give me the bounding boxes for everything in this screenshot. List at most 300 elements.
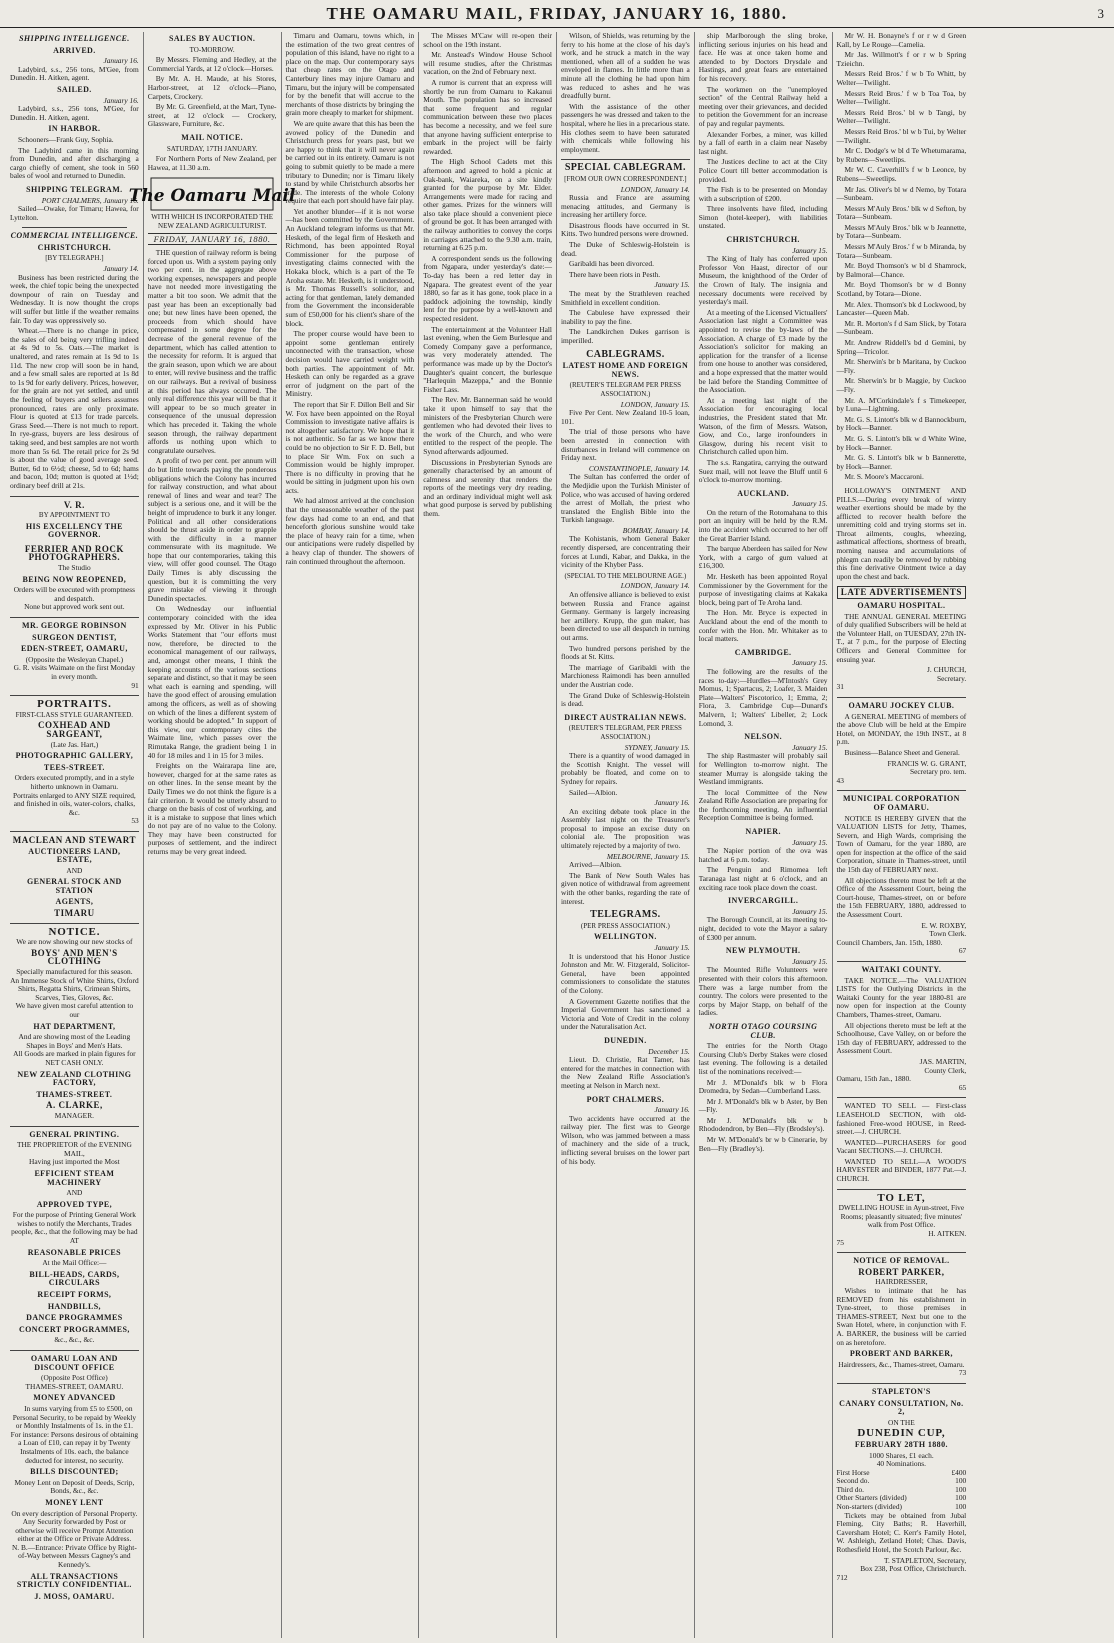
ad-line: ALL TRANSACTIONS STRICTLY CONFIDENTIAL.: [16, 1571, 132, 1590]
ad-line: Any Security forwarded by Post or otherwise will receive Prompt Attention either at the Office or Private Address.: [15, 1517, 134, 1544]
news-item: The local Committee of the New Zealand Rifle Association are preparing for the forthcoming meeting. An influential Reception Committee is being formed.: [698, 787, 828, 823]
ad-number: 31: [836, 682, 844, 692]
divider: [10, 617, 139, 618]
news-item: Two accidents have occurred at the railway pier. The first was to George Wilson, who was jammed between a mass of machinery and the side of a truck, inflicting several bruises on the lower part of his body.: [561, 1113, 690, 1166]
ad-text: TAKE NOTICE.—The VALUATION LISTS for the Outlying Districts in the Waitaki County for the year 1880-81 are now open for inspection at the County Chambers, Thames-street, Oamaru.: [836, 975, 967, 1019]
sailed-heading: SAILED.: [57, 84, 92, 94]
news-paragraph: The Rev. Mr. Bannerman said he would take it upon himself to say that the ministers of the Presbyterian Church were gentlemen who had devoted their lives to the work of the Church, and who were entitled to the respect of the people. The Synod afterwards adjourned.: [423, 395, 552, 456]
divider: [22, 227, 127, 228]
editorial: [148, 249, 277, 857]
ad-line: FIRST-CLASS STYLE GUARANTEED.: [15, 710, 134, 719]
column-6: [695, 32, 833, 1638]
masthead-title: THE OAMARU MAIL, FRIDAY, JANUARY 16, 1880.: [326, 4, 788, 23]
ad-number: 75: [836, 1237, 844, 1247]
editorial-paragraph: Timaru and Oamaru, towns which, in the estimation of the two great centres of population of this island, have no right to a place on the map. Our contemporary says that cheap rates on the Otago and Canterbury lines may injure Oamaru and Timaru, but the injury will be compensated for by the benefit that will accrue to the merchants of those districts by bringing the grain more cheaply to market for shipment.: [285, 31, 415, 118]
ad-line: AND: [66, 1188, 83, 1198]
hospital-ad: [837, 602, 967, 692]
cable-item: The trial of those persons who have been arrested in connection with disturbances in Ireland will commence on Friday next.: [561, 427, 690, 463]
ad-line: MONEY ADVANCED: [33, 1393, 116, 1403]
place-heading: NAPIER.: [745, 827, 781, 837]
ad-signature: JAS. MARTIN,: [919, 1056, 967, 1066]
cable-item: The Duke of Schleswig-Holstein is dead.: [561, 240, 690, 258]
ad-date: Oamaru, 15th Jan., 1880.: [836, 1074, 912, 1084]
place-heading: NEW PLYMOUTH.: [725, 946, 801, 956]
news-item: It is understood that his Honor Justice Johnston and Mr. W. Fitzgerald, Solicitor-General, have been appointed commissioners to consolidate the statutes of the Colony.: [561, 951, 690, 995]
prize-value: 100: [955, 1484, 967, 1494]
ad-name: OAMARU LOAN AND DISCOUNT OFFICE: [30, 1354, 118, 1372]
waitaki-ad: [837, 966, 967, 1092]
cable-heading: SPECIAL CABLEGRAM.: [564, 162, 686, 174]
ad-signature: Secretary pro. tem.: [910, 767, 967, 777]
ad-line: We have given most careful attention to our: [15, 1001, 134, 1019]
editorial-paragraph: A profit of two per cent. per annum will do but little towards paying the ponderous obligations which the Colony has incurred for railway construction, and what about renewal of lines and wear and tear? The subject is a serious one, and it will be the height of imprudence to burk it any longer. Political and all other considerations should be thrust aside in order to grapple with the difficulty in a manner commensurate with its magnitude. We hope that our contemporaries, taking this view, will offer good counsel. The Otago Daily Times is ably discussing the question, but it is committing the very grave mistake of viewing it through Dunedin spectacles.: [147, 456, 277, 603]
telegram-heading: SHIPPING TELEGRAM.: [26, 184, 123, 194]
date-line: MELBOURNE, January 15.: [606, 851, 690, 861]
news-paragraph: A correspondent sends us the following from Ngapara, under yesterday's date:—To-day has been a red letter day in Ngapara. The greatest event of the year 1880, so far as it has gone, took place in a paddock adjoining the township, kindly lent for the purpose by a well-known and respected resident.: [423, 253, 552, 323]
ad-signature: H. AITKEN.: [928, 1229, 967, 1239]
ad-line: BILL-HEADS, CARDS, CIRCULARS: [29, 1269, 120, 1288]
nomination-entry: Mr Jas. Willmott's f or r w b Spring Tzieichn.: [836, 50, 967, 68]
mail-notice: [148, 134, 277, 172]
paper-title: The Oamaru Mail: [128, 186, 296, 207]
local-news-continued: [561, 32, 690, 154]
column-3: [282, 32, 420, 1638]
date-line: January 16.: [654, 1105, 690, 1115]
nomination-entry: Messrs M'Auly Bros.' f w b Miranda, by Totara—Sunbeam.: [836, 242, 967, 260]
ad-line: At the Mail Office:—: [42, 1258, 107, 1268]
auction-entry: By Mr. A. H. Maude, at his Stores, Harbor-street, at 12 o'clock—Piano, Carpets, Crockery.: [147, 74, 277, 101]
nomination-entry: Mr. Alex. Thomson's bk d Lockwood, by Lancaster—Queen Mab.: [836, 299, 967, 318]
news-item: The s.s. Rangatira, carrying the outward Suez mail, will not leave the Bluff until 6 o'clock to-morrow morning.: [698, 457, 828, 485]
ad-line: CONCERT PROGRAMMES,: [19, 1324, 130, 1334]
ad-line: STAPLETON'S: [871, 1386, 931, 1396]
news-item: The Justices decline to act at the City Police Court till better accommodation is provided.: [698, 157, 828, 184]
news-item: Mr. Hesketh has been appointed Royal Commissioner by the Government for the purpose of investigating claims at Kakaka block, being part of Te Aroha land.: [698, 572, 828, 607]
ad-number: 91: [131, 680, 139, 690]
ad-line: EDEN-STREET, OAMARU,: [21, 644, 128, 654]
date-line: December 15.: [648, 1046, 690, 1056]
place-heading: CHRISTCHURCH.: [726, 235, 800, 245]
cable-item: Garibaldi has been divorced.: [569, 259, 654, 269]
telegram-text: Sailed—Owake, for Timaru; Hawea, for Lyttelton.: [10, 204, 139, 222]
prize-label: First Horse: [836, 1467, 870, 1477]
divider: [10, 1350, 139, 1351]
ad-text: NOTICE IS HEREBY GIVEN that the VALUATION LISTS for Jetty, Thames, Severn, and High Wards, comprising the Town of Oamaru, for the year 1880, are open for inspection at the office of the said Corporation, situate in Thames-street, until the 15th day of FEBRUARY next.: [836, 813, 967, 875]
auckland-news: [699, 490, 828, 644]
ad-signature: Secretary.: [936, 673, 967, 683]
nomination-entry: Mr J. M'Donald's blk w b Flora Dromedra, by Sedan—Cumberland Lass.: [698, 1077, 828, 1096]
port-chalmers-continued: [699, 32, 828, 231]
divider: [837, 697, 967, 698]
date-line: LONDON, January 14.: [620, 184, 690, 194]
byline: [FROM OUR OWN CORRESPONDENT.]: [564, 174, 687, 183]
shipping-entry: Schooners—Frank Guy, Sophia.: [18, 134, 114, 144]
place-heading: WELLINGTON.: [594, 932, 657, 942]
ad-line: In sums varying from £5 to £500, on Personal Security, to be repaid by Weekly or Monthly Instalments of 1s. in the £1. For instance: Persons desirous of obtaining a Loan of £10, can repay it by Twenty Instalments of 10s. each, the balance deducted for interest, no security.: [10, 1403, 139, 1465]
date-line: January 16.: [103, 95, 139, 105]
ad-line: AND: [66, 865, 83, 875]
nomination-entry: Mr Jas. Oliver's bl w d Nemo, by Totara—Sunbeam.: [836, 184, 967, 203]
ad-line: RECEIPT FORMS,: [37, 1290, 112, 1300]
prize-value: 100: [955, 1493, 967, 1503]
date-line: January 16.: [103, 56, 139, 66]
ad-line: PROBERT AND BARKER,: [849, 1349, 953, 1359]
place-heading: CAMBRIDGE.: [734, 647, 792, 657]
auction-entry: By Mr. G. Greenfield, at the Mart, Tyne-street, at 12 o'clock — Crockery, Glassware, Furniture, &c.: [147, 102, 277, 129]
invercargill-news: [699, 897, 828, 942]
shipping-intelligence: [10, 35, 139, 181]
ad-text: Wishes to intimate that he has REMOVED from his establishment in Tyne-street, to those premises in THAMES-STREET, Next but one to the Swan Hotel, where, in conjunction with F. A. BARKER, the business will be carried on as heretofore.: [836, 1286, 967, 1347]
ad-line: AGENTS,: [55, 897, 94, 907]
editorial-paragraph: Yet another blunder—if it is not worse—has been committed by the Government. An Auckland telegram informs us that Mr. Hesketh, of the legal firm of Hesketh and Richmond, has been appointed Royal Commissioner for the purpose of investigating claims connected with the Hokaka block, which is a part of the Te Aroha estate. Mr. Hesketh, is it understood, is Mr. Thomas Russell's solicitor, and acting for that gentleman, lately demanded from the Government the inconsiderable sum of £50,000 for his client's share of the block.: [285, 206, 415, 328]
ad-line: An Immense Stock of White Shirts, Oxford Shirts, Regatta Shirts, Crimean Shirts, Scarves, Ties, Gloves, &c.: [10, 975, 139, 1002]
napier-news: [699, 828, 828, 892]
news-item: At a meeting last night of the Association for encouraging local industries, the President stated that Mr. Watson, of the firm of Messrs. Watson, Gow, and Co., large ironfounders in Glasgow, during his recent visit to Christchurch called upon him.: [698, 395, 828, 457]
cable-item: An offensive alliance is believed to exist between Russia and France against Germany. Germany is largely increasing her artillery. Krupp, the gun maker, has been directed to use all despatch in turning out arms.: [561, 590, 690, 642]
ad-line: &c., &c., &c.: [54, 1335, 95, 1345]
shipping-heading: SHIPPING INTELLIGENCE.: [19, 34, 130, 43]
mail-heading: MAIL NOTICE.: [181, 132, 243, 142]
byline: (SPECIAL TO THE MELBOURNE AGE.): [564, 571, 687, 580]
ad-name: ROBERT PARKER,: [858, 1266, 945, 1277]
news-item: The entries for the North Otago Coursing Club's Derby Stakes were closed last evening. The following is a detailed list of the nominations received:—: [698, 1041, 828, 1076]
place-heading: DUNEDIN.: [604, 1035, 647, 1045]
column-4: [419, 32, 557, 1638]
news-item: The barque Aberdeen has sailed for New York, with a cargo of gum valued at £16,300.: [698, 544, 828, 571]
ad-line: THE PROPRIETOR of the EVENING MAIL,: [16, 1140, 132, 1158]
byline: [BY TELEGRAPH.]: [45, 254, 104, 263]
news-item: The Mounted Rifle Volunteers were presented with their colors this afternoon. There was a large number from the country. The colors were presented to the corps by Major Stapp, on behalf of the ladies.: [698, 965, 828, 1018]
nomination-entry: Mr. S. Moore's Maccaroni.: [844, 472, 924, 482]
ad-text: A GENERAL MEETING of members of the above Club will be held at the Empire Hotel, on MONDAY, the 19th INST., at 8 p.m.: [836, 711, 967, 747]
vice-regal-ad: [10, 501, 139, 540]
nomination-entry: Mr. Boyd Thomson's br w d Bonny Scotland, by Totara—Dione.: [836, 280, 967, 299]
nomination-entry: Mr W. H. Bonayne's f or r w d Green Kall, by Le Rouge—Camelia.: [836, 31, 967, 49]
late-advertisements-heading: LATE ADVERTISEMENTS: [837, 586, 967, 599]
removal-notice-ad: [837, 1257, 967, 1378]
ad-line: (Opposite the Wesleyan Chapel.): [25, 654, 124, 664]
news-paragraph: The High School Cadets met this afternoon and agreed to hold a picnic at Oak-bank, Waiareka, on a site kindly granted for the purpose by Mr. Elder. Arrangements were made for racing and other games. Prizes for the winners will also take place should a convenient piece of ground be got. It has been arranged with the railway authorities to convey the corps in carriages attached to the 9.30 a.m. train, returning at 6.25 p.m.: [423, 157, 552, 253]
ad-line: HAT DEPARTMENT,: [33, 1021, 116, 1031]
news-item: Alexander Forbes, a miner, was killed by a fall of earth in a claim near Naseby last night.: [698, 129, 828, 156]
news-item: Three insolvents have filed, including Simon (hotel-keeper), with liabilities unstated.: [698, 204, 828, 231]
ad-number: 73: [958, 1368, 967, 1378]
ad-name: FERRIER AND ROCK PHOTOGRAPHERS.: [24, 543, 124, 563]
nomination-entry: Messrs Reid Bros.' f w b Toa Toa, by Welter—Twilight.: [836, 88, 967, 107]
ad-title: NOTICE OF REMOVAL.: [853, 1256, 950, 1266]
ferrier-rock-ad: [10, 545, 139, 612]
divider: [837, 1189, 967, 1190]
ad-text: DWELLING HOUSE in Ayun-street, Five Rooms; pleasantly situated; five minutes' walk from Post Office.: [838, 1203, 965, 1230]
sales-by-auction: [148, 35, 277, 129]
ad-title: MUNICIPAL CORPORATION OF OAMARU.: [842, 794, 960, 812]
date-line: January 16.: [654, 798, 690, 808]
cable-item: The Sultan has conferred the order of the Medjidie upon the Turkish Minister of Police, who was accused of having ordered the arrest of Mollah, the priest who translated the English Bible into the Turkish language.: [561, 472, 690, 525]
paper-date: FRIDAY, JANUARY 16, 1880.: [148, 233, 277, 246]
divider: [837, 1383, 967, 1384]
appointment-line: BY APPOINTMENT TO: [38, 511, 110, 520]
date-line: January 15.: [792, 658, 828, 668]
nomination-entry: Mr. G. S. Lintott's blk w d White Wine, by Hock—Banner.: [836, 433, 967, 452]
port-chalmers-news: [561, 1096, 690, 1167]
divider: [10, 923, 139, 924]
ad-line: N. B.—Entrance: Private Office by Right-of-Way between Messrs Cagney's and Kennedy's.: [11, 1542, 137, 1570]
ad-line: APPROVED TYPE,: [36, 1199, 112, 1209]
ad-line: HAIRDRESSER,: [875, 1277, 928, 1287]
divider: [10, 695, 139, 696]
local-news: [423, 32, 552, 519]
news-paragraph: Discussions in Presbyterian Synods are generally characterised by an amount of calmness and serenity that renders the reports of the meetings very dry reading, and an ordinary individual might well ask what good purpose is served by publishing them.: [423, 457, 552, 519]
commercial-text: Wheat.—There is no change in price, the sales of old being very trifling indeed at 4s 9d to 5s. Oats.—The market is unaltered, and rates remain at 1s 9d to 1s 11d. The new crop will soon be in hand, and a few small sales are reported at 1s 8d to 1s 9d for early delivery. Prices, however, for the grain are not yet settled, and until the feeling of buyers and sellers assumes pronounced, rates are only proximate. Flour is quoted at £13 for trade parcels. Grass Seed.—There is not much to report. In rye-grass, buyers are less desirous of taking seed, and best samples are not worth more than 5s 6d. The retail price for 2s 9d is about the value of good average seed. Butter, 6d to 6½d; cheese, 5d to 6d; hams and bacon, 10d; mutton is quoted at 1½d; ordinary beef drill at 21s.: [10, 326, 139, 490]
ad-line: MONEY LENT: [45, 1497, 104, 1507]
ad-signature: E. W. ROXBY,: [921, 920, 967, 930]
nomination-entry: Mr. R. Morton's f d Sam Slick, by Totara—Sunbeam.: [836, 318, 967, 337]
news-item: The following are the results of the races to-day:—Hurdles—M'Intosh's Grey Momus, 1; Spartacus, 2; Loafer, 3. Maiden Plate—Walters' Piscotorico, 1; Emma, 2; Flora, 3. Cambridge Cup—Dunard's Malvern, 1; Walters' Libeller, 2; Lock Lomond, 3.: [698, 666, 828, 728]
news-item: Lieut. D. Christie, Rat Tamer, has entered for the matches in connection with the New Zealand Rifle Association's meeting at Nelson in March next.: [561, 1055, 690, 1090]
classified-entry: WANTED TO SELL — First-class LEASEHOLD SECTION, with old-fashioned Free-wood HOUSE, in Reed-street.—J. CHURCH.: [836, 1101, 967, 1137]
ad-line: CANARY CONSULTATION, No. 2,: [839, 1398, 964, 1417]
portraits-ad: [10, 700, 139, 826]
date-line: January 15.: [792, 742, 828, 752]
ad-number: 43: [836, 775, 844, 785]
ad-line: Portraits enlarged to ANY SIZE required, and finished in oils, water-colors, chalks, &c.: [13, 790, 136, 817]
editorial-paragraph: THE question of railway reform is being forced upon us. With a system paying only two per cent. in the aggregate above working expenses, newspapers and people have not needed more investigating the matter a bit too soon. We admit that the past year has been an exceptionally bad one; but new lines have been opened, the proceeds from which should have compensated in some degree for the decrease of the general revenue of the department, which has called attention to the necessity for reform. It is argued that the grain season, upon which we are about to enter, will revive business and the traffic on our railways. But a revival of business at this period has always occurred. The only real difference this year will be that it will appear to be so much greater in consequence of the unusual depression which has preceded it. Taking the whole season through, the railway department affords us nothing upon which to congratulate ourselves.: [147, 248, 277, 455]
nomination-entry: Messrs Reid Bros.' bl w b Tui, by Welter—Twilight.: [836, 126, 967, 145]
ad-line: DANCE PROGRAMMES: [26, 1313, 123, 1323]
news-paragraph: With the assistance of the other passengers he was dressed and taken to the hospital, where he lies in a precarious state. His clothes seem to have been saturated with chemicals while following his employment.: [561, 101, 690, 154]
ad-line: (Opposite Post Office): [40, 1373, 108, 1383]
date-line: SYDNEY, January 15.: [624, 742, 690, 752]
nomination-entry: Mr. Andrew Riddell's bd d Gemini, by Spring—Tricolor.: [836, 338, 967, 356]
classified-ads: [837, 1102, 967, 1183]
news-item: The Penguin and Rimomea left Taranaga last night at 6 o'clock, and an exciting race took place down the coast.: [698, 865, 828, 892]
divider: [10, 496, 139, 497]
ad-line: NEW ZEALAND CLOTHING FACTORY,: [17, 1069, 132, 1088]
ad-name: MACLEAN AND STEWART: [12, 834, 136, 845]
ad-line: Having just imported the Most: [29, 1157, 120, 1167]
byline: (PER PRESS ASSOCIATION.): [580, 921, 670, 930]
cable-item: Disastrous floods have occurred in St. Kitts. Two hundred persons were drowned.: [561, 220, 690, 239]
coursing-heading: NORTH OTAGO COURSING CLUB.: [708, 1021, 818, 1040]
editorial-paragraph: Freights on the Wairarapa line are, however, charged for at the same rates as on other lines. In the sense meant by the Daily Times we do not think the figure is a fair criterion. It would be utterly absurd to charge on the basis of cost of working, and it is a mistake to suppose that lines which do not pay are of no value to the Colony. They may have been constructed for purposes of settlement, and the indirect returns may be very great indeed.: [147, 761, 277, 857]
nomination-entry: Messrs M'Auly Bros.' blk w b Jeannette, by Totara—Sunbeam.: [836, 222, 967, 241]
place-heading: PORT CHALMERS.: [586, 1094, 665, 1104]
divider: [10, 831, 139, 832]
prize-label: Second do.: [836, 1476, 870, 1486]
nz-telegrams: [561, 911, 690, 1032]
telegrams-heading: TELEGRAMS.: [590, 909, 661, 921]
ad-line: TIMARU: [54, 908, 95, 919]
ad-line: 40 Nominations.: [876, 1459, 927, 1469]
classified-entry: WANTED TO SELL—A WOOD'S HARVESTER and BINDER, 1877 Pat.—J. CHURCH.: [836, 1156, 967, 1184]
ad-line: Hairdressers, &c., Thames-street, Oamaru.: [838, 1359, 965, 1369]
ad-line: ON THE: [887, 1417, 915, 1427]
ad-signature: FRANCIS W. G. GRANT,: [887, 758, 967, 768]
news-item: The ship Rastmaster will probably sail for Wellington to-morrow night. The steamer Murray is alongside taking the Westland immigrants.: [698, 751, 828, 787]
masthead: [0, 0, 1114, 28]
date-line: January 15.: [654, 943, 690, 952]
columns: [6, 32, 1108, 1638]
ad-date: Council Chambers, Jan. 15th, 1880.: [836, 937, 943, 947]
auction-heading: SALES BY AUCTION.: [168, 34, 256, 43]
byline: (REUTER'S TELEGRAM, PER PRESS ASSOCIATION.): [568, 724, 682, 741]
cable-item: Russia and France are assuming menacing attitudes, and Germany is increasing her artillery force.: [561, 193, 690, 220]
ad-line: For the purpose of Printing General Work wishes to notify the Merchants, Trades people, &c., that the following may be had: [11, 1210, 138, 1237]
ad-text: THE ANNUAL GENERAL MEETING of duly qualified Subscribers will be held at the Volunteer Hall, on TUESDAY, 27th IN-T., at 7 p.m., for the purpose of Electing Officers and General Committee for ensuing year.: [836, 611, 967, 664]
ad-line: BILLS DISCOUNTED;: [30, 1467, 119, 1477]
ad-line: HANDBILLS,: [47, 1301, 101, 1311]
nomination-entry: Mr. Boyd Thomson's w bl d Shamrock, by Balmoral—Chance.: [836, 261, 967, 279]
divider: [837, 790, 967, 791]
ad-number: 67: [958, 946, 967, 956]
arrived-heading: ARRIVED.: [53, 45, 96, 55]
cable-item: The Landkirchen Dukes garrison is imperilled.: [561, 327, 690, 345]
nomination-entry: Mr. G. S. Lintott's blk w d Bannockburn, by Hock—Banner.: [836, 414, 967, 433]
place-heading: CHRISTCHURCH.: [37, 242, 112, 252]
prize-label: Non-starters (divided): [836, 1502, 902, 1512]
date-line: BOMBAY, January 14.: [622, 525, 690, 535]
ad-line: Orders executed promptly, and in a style hitherto unknown in Oamaru.: [14, 773, 135, 791]
news-item: The Borough Council, at its meeting to-night, decided to vote the Mayor a salary of £300 per annum.: [698, 915, 828, 942]
place-heading: AUCKLAND.: [737, 488, 790, 498]
page-number: 3: [1097, 6, 1104, 21]
nomination-entry: Messrs Reid Bros.' bl w b Tangi, by Welter—Twilight.: [836, 107, 967, 126]
news-item: The Fish is to be presented on Monday with a subscription of £200.: [698, 185, 828, 203]
ad-line: MANAGER.: [54, 1110, 94, 1120]
news-item: A Government Gazette notifies that the Imperial Government has sanctioned a Victoria and Vote of Credit in the colony under the Naturalisation Act.: [561, 996, 690, 1032]
news-paragraph: Wilson, of Shields, was returning by the ferry to his home at the close of his day's work, and he struck a match in the way mentioned, when all of a sudden he was enveloped in flames. In little more than a minute all the clothing he had upon him was reduced to ashes and he was dreadfully burnt.: [561, 31, 690, 101]
ad-line: FEBRUARY 28TH 1880.: [854, 1439, 948, 1449]
ad-line: A. CLARKE,: [45, 1100, 103, 1111]
news-item: On the return of the Rotomahana to this port an inquiry will be held by the R.M. into the accident which occurred to her off the Great Barrier Island.: [698, 507, 828, 543]
auction-sub: TO-MORROW.: [189, 45, 235, 54]
maclean-stewart-ad: [10, 836, 139, 918]
nomination-entry: Mr. Sherwin's br b Maggie, by Cuckoo—Fly.: [836, 376, 967, 394]
ad-text: Business—Balance Sheet and General.: [844, 747, 960, 757]
ad-title: GENERAL PRINTING.: [29, 1129, 120, 1139]
ad-line: TEES-STREET.: [43, 762, 105, 772]
editorial-paragraph: We are quite aware that this has been the avowed policy of the Dunedin and Christchurch press for years past, but we are happy to think that it will never again be carried out in its entirety. Oamaru is not going to submit quietly to be made a mere tributary to Dunedin; nor is Timaru likely to stand by while Christchurch absorbs her trade. The interests of the whole Colony require that each port should have fair play.: [285, 118, 415, 206]
news-item: ship Marlborough the sling broke, inflicting serious injuries on his head and face. He was at once taken home and attended to by Doctors Drysdale and Hastings, and great fears are entertained for his recovery.: [698, 31, 828, 83]
news-paragraph: A rumor is current that an express will shortly be run from Oamaru to Kakanui Mouth. The population has so increased that some frequent and regular communication between these two places has become a necessity, and we feel sure that anyone having sufficient enterprise to embark in the project will be fairly rewarded.: [423, 77, 552, 156]
ad-line: (Late Jas. Hart,): [50, 739, 99, 749]
ad-line: REASONABLE PRICES: [27, 1247, 121, 1257]
news-item: An exciting debate took place in the Assembly last night on the Treasurer's proposal to impose an excise duty on colonial ale. The proposition was ultimately rejected by a majority of two.: [561, 806, 690, 851]
editorial-paragraph: The proper course would have been to appoint some gentleman entirely unconnected with the transaction, whose decision would have carried weight with both parties. The appointment of Mr. Hesketh can only be regarded as a grave error of judgment on the part of the Ministry.: [285, 329, 415, 399]
divider: [837, 961, 967, 962]
jockey-club-ad: [837, 702, 967, 785]
shipping-entry: Ladybird, s.s., 256 tons, M'Gee, for Dunedin. H. Aitken, agent.: [10, 104, 139, 122]
nomination-entry: Mr W. M'Donald's br w b Cinerarie, by Ben—Fly (Bradley's).: [698, 1135, 828, 1153]
ad-title: WAITAKI COUNTY.: [861, 965, 942, 974]
coursing-nominations: [837, 32, 967, 482]
date-line: January 15.: [792, 245, 828, 255]
ad-title: DUNEDIN CUP,: [857, 1427, 946, 1440]
ad-line: BEING NOW REOPENED,: [22, 574, 127, 584]
date-line: January 14.: [103, 264, 139, 274]
australian-news: [561, 714, 690, 906]
ad-line: All Goods are marked in plain figures for NET CASH ONLY.: [13, 1049, 136, 1067]
cablegrams: [561, 348, 690, 709]
news-item: At a meeting of the Licensed Victuallers' Association last night a Committee was appointed to revise the by-laws of the Association. A charge of £3 made by the Association's solicitor for making an application for the transfer of a license from one house to another was considered, and a hope expressed that the matter would be laid before the Standing Committee of the Association.: [698, 307, 828, 395]
ad-line: EFFICIENT STEAM MACHINERY: [34, 1168, 115, 1187]
commercial-text: Business has been restricted during the week, the chief topic being the unexpected downpour of rain on Tuesday and Wednesday. It is now thought the crops will suffer but little if the weather remains fair. To day was oppressively so.: [10, 272, 139, 325]
commercial-heading: COMMERCIAL INTELLIGENCE.: [10, 231, 139, 241]
news-paragraph: The entertainment at the Volunteer Hall last evening, when the Gem Burlesque and Comedy Company gave a performance, was very moderately attended. The performance was made up by the Doctor's Daughter's quaint concert, the burlesque "Harlequin Mazeppa," and the Bonnie Fisher Lass.: [423, 324, 552, 394]
nomination-entry: Mr J. M'Donald's blk w b Rhododendron, by Ben—Fly (Brodsley's).: [698, 1115, 828, 1134]
ad-line: GENERAL STOCK AND STATION: [27, 877, 122, 895]
dentist-ad: [10, 622, 139, 690]
place-heading: INVERCARGILL.: [727, 896, 799, 906]
column-7: [833, 32, 971, 1638]
byline: (REUTER'S TELEGRAM PER PRESS ASSOCIATION.): [569, 381, 682, 398]
date-line: January 15.: [792, 499, 828, 509]
date-line: LONDON, January 15.: [620, 399, 690, 409]
ad-line: J. MOSS, OAMARU.: [34, 1591, 115, 1601]
nomination-entry: Mr. G. S. Lintott's blk w b Bannerette, by Hock—Banner.: [836, 453, 967, 471]
consultation-ad: [837, 1388, 967, 1582]
news-item: The King of Italy has conferred upon Professor Von Haast, director of our Museum, the knighthood of the Order of the Crown of Italy. The insignia and necessary documents were received by yesterday's mail.: [698, 254, 828, 307]
masthead-logo-icon: [128, 177, 296, 211]
municipal-ad: [837, 795, 967, 956]
nomination-entry: Mr C. Dodge's w bl d Te Whetumarama, by Rubens—Sweetlips.: [836, 146, 967, 164]
ad-line: 1000 Shares, £1 each.: [869, 1450, 934, 1460]
ad-line: AUCTIONEERS LAND, ESTATE,: [28, 846, 121, 865]
editorial-continued: [286, 32, 415, 566]
divider: [561, 159, 690, 160]
vr-letters: V. R.: [63, 499, 85, 510]
cable-item: There have been riots in Pesth.: [569, 269, 661, 279]
ad-signature: T. STAPLETON, Secretary,: [884, 1555, 967, 1565]
shipping-telegram: [10, 186, 139, 222]
ad-title: OAMARU HOSPITAL.: [857, 601, 946, 611]
ad-text: All objections thereto must be left at the Schoolhouse, Cave Valley, on or before the 15th day of FEBRUARY, addressed to the Assessment Court.: [836, 1020, 967, 1056]
special-cablegram: [561, 164, 690, 345]
australian-heading: DIRECT AUSTRALIAN NEWS.: [564, 712, 687, 722]
editorial-paragraph: On Wednesday our influential contemporary coincided with the idea expressed by Mr. Oliver in his Public Works Statement that "our efforts must now, therefore, be directed to the economical management of our railways, and, amongst other means, I think the keeping accounts of the various sections separate and distinct, so that it may be seen what each is earning and spending, will have the good effect of arousing emulation among the officers, as well as of showing on which of the lines a different system of working should be adopted." In support of this view, our contemporary cites the Waimate line, which passes over the Rimutaka Range, the gradient being 1 in 40 for 18 miles and 1 in 15 for 3 miles.: [147, 604, 277, 760]
prize-list: [837, 1469, 967, 1512]
editorial-paragraph: The report that Sir F. Dillon Bell and Sir W. Fox have been appointed on the Royal Commission to investigate native affairs is not altogether satisfactory. We hope that it is not authentic. So far as we know there could be no objection to Sir F. D. Bell, but to place Sir Wm. Fox on such a Commission would be highly improper. There is no difficulty in proving that he would be sitting in judgment upon his own acts.: [285, 399, 415, 495]
ad-line: And are showing most of the Leading Shapes in Boys' and Men's Hats.: [18, 1032, 131, 1050]
prize-value: 100: [955, 1502, 967, 1512]
column-5: [557, 32, 695, 1638]
nomination-entry: Mr. A. M'Corkindale's f s Timekeeper, by Luna—Lightning.: [836, 395, 967, 414]
paper-subtitle: WITH WHICH IS INCORPORATED THE NEW ZEALAND AGRICULTURIST.: [151, 213, 274, 230]
ad-line: We are now showing our new stocks of: [16, 937, 133, 947]
cable-item: The Cabulese have expressed their inability to pay the fine.: [561, 308, 690, 326]
editorial-paragraph: We had almost arrived at the conclusion that the unseasonable weather of the past few days had come to an end, and that henceforth glorious sunshine would take the place of heavy rain for a time, when our anticipations were rudely dispelled by a heavy clap of thunder. The showers of rain continued throughout the afternoon.: [285, 496, 415, 566]
news-item: The Bank of New South Wales has given notice of withdrawal from agreement with the other banks, regarding the rate of interest.: [561, 870, 690, 906]
paper-masthead: [128, 177, 296, 211]
ad-title: OAMARU JOCKEY CLUB.: [848, 700, 955, 710]
cable-item: Two hundred persons perished by the floods at St. Kitts.: [561, 643, 690, 662]
place-heading: NELSON.: [744, 732, 782, 742]
shipping-entry: Ladybird, s.s., 256 tons, M'Gee, from Dunedin. H. Aitken, agent.: [10, 64, 139, 83]
prize-label: Third do.: [836, 1484, 865, 1494]
harbour-heading: IN HARBOR.: [48, 124, 101, 134]
cable-item: The marriage of Garibaldi with the Marchioness Raimondi has been annulled under the Austrian code.: [561, 662, 690, 689]
ad-title: NOTICE.: [48, 925, 101, 938]
ad-signature: County Clerk,: [924, 1065, 967, 1075]
ad-name: MR. GEORGE ROBINSON: [22, 621, 127, 631]
date-line: January 15.: [792, 956, 828, 966]
christchurch-news: [699, 236, 828, 485]
shipping-paragraph: The Ladybird came in this morning from Dunedin, and after discharging a cargo chiefly of cement, she took in 560 bales of wool and returned to Dunedin.: [10, 145, 139, 181]
auction-entry: By Messrs. Fleming and Hedley, at the Commercial Yards, at 12 o'clock—Horses.: [147, 55, 277, 73]
nomination-entry: Messrs M'Auly Bros.' blk w d Sefton, by Totara—Sunbeam.: [836, 203, 967, 222]
cable-item: The meat by the Strathleven reached Smithfield in excellent condition.: [561, 289, 690, 307]
ad-number: 65: [958, 1082, 967, 1092]
